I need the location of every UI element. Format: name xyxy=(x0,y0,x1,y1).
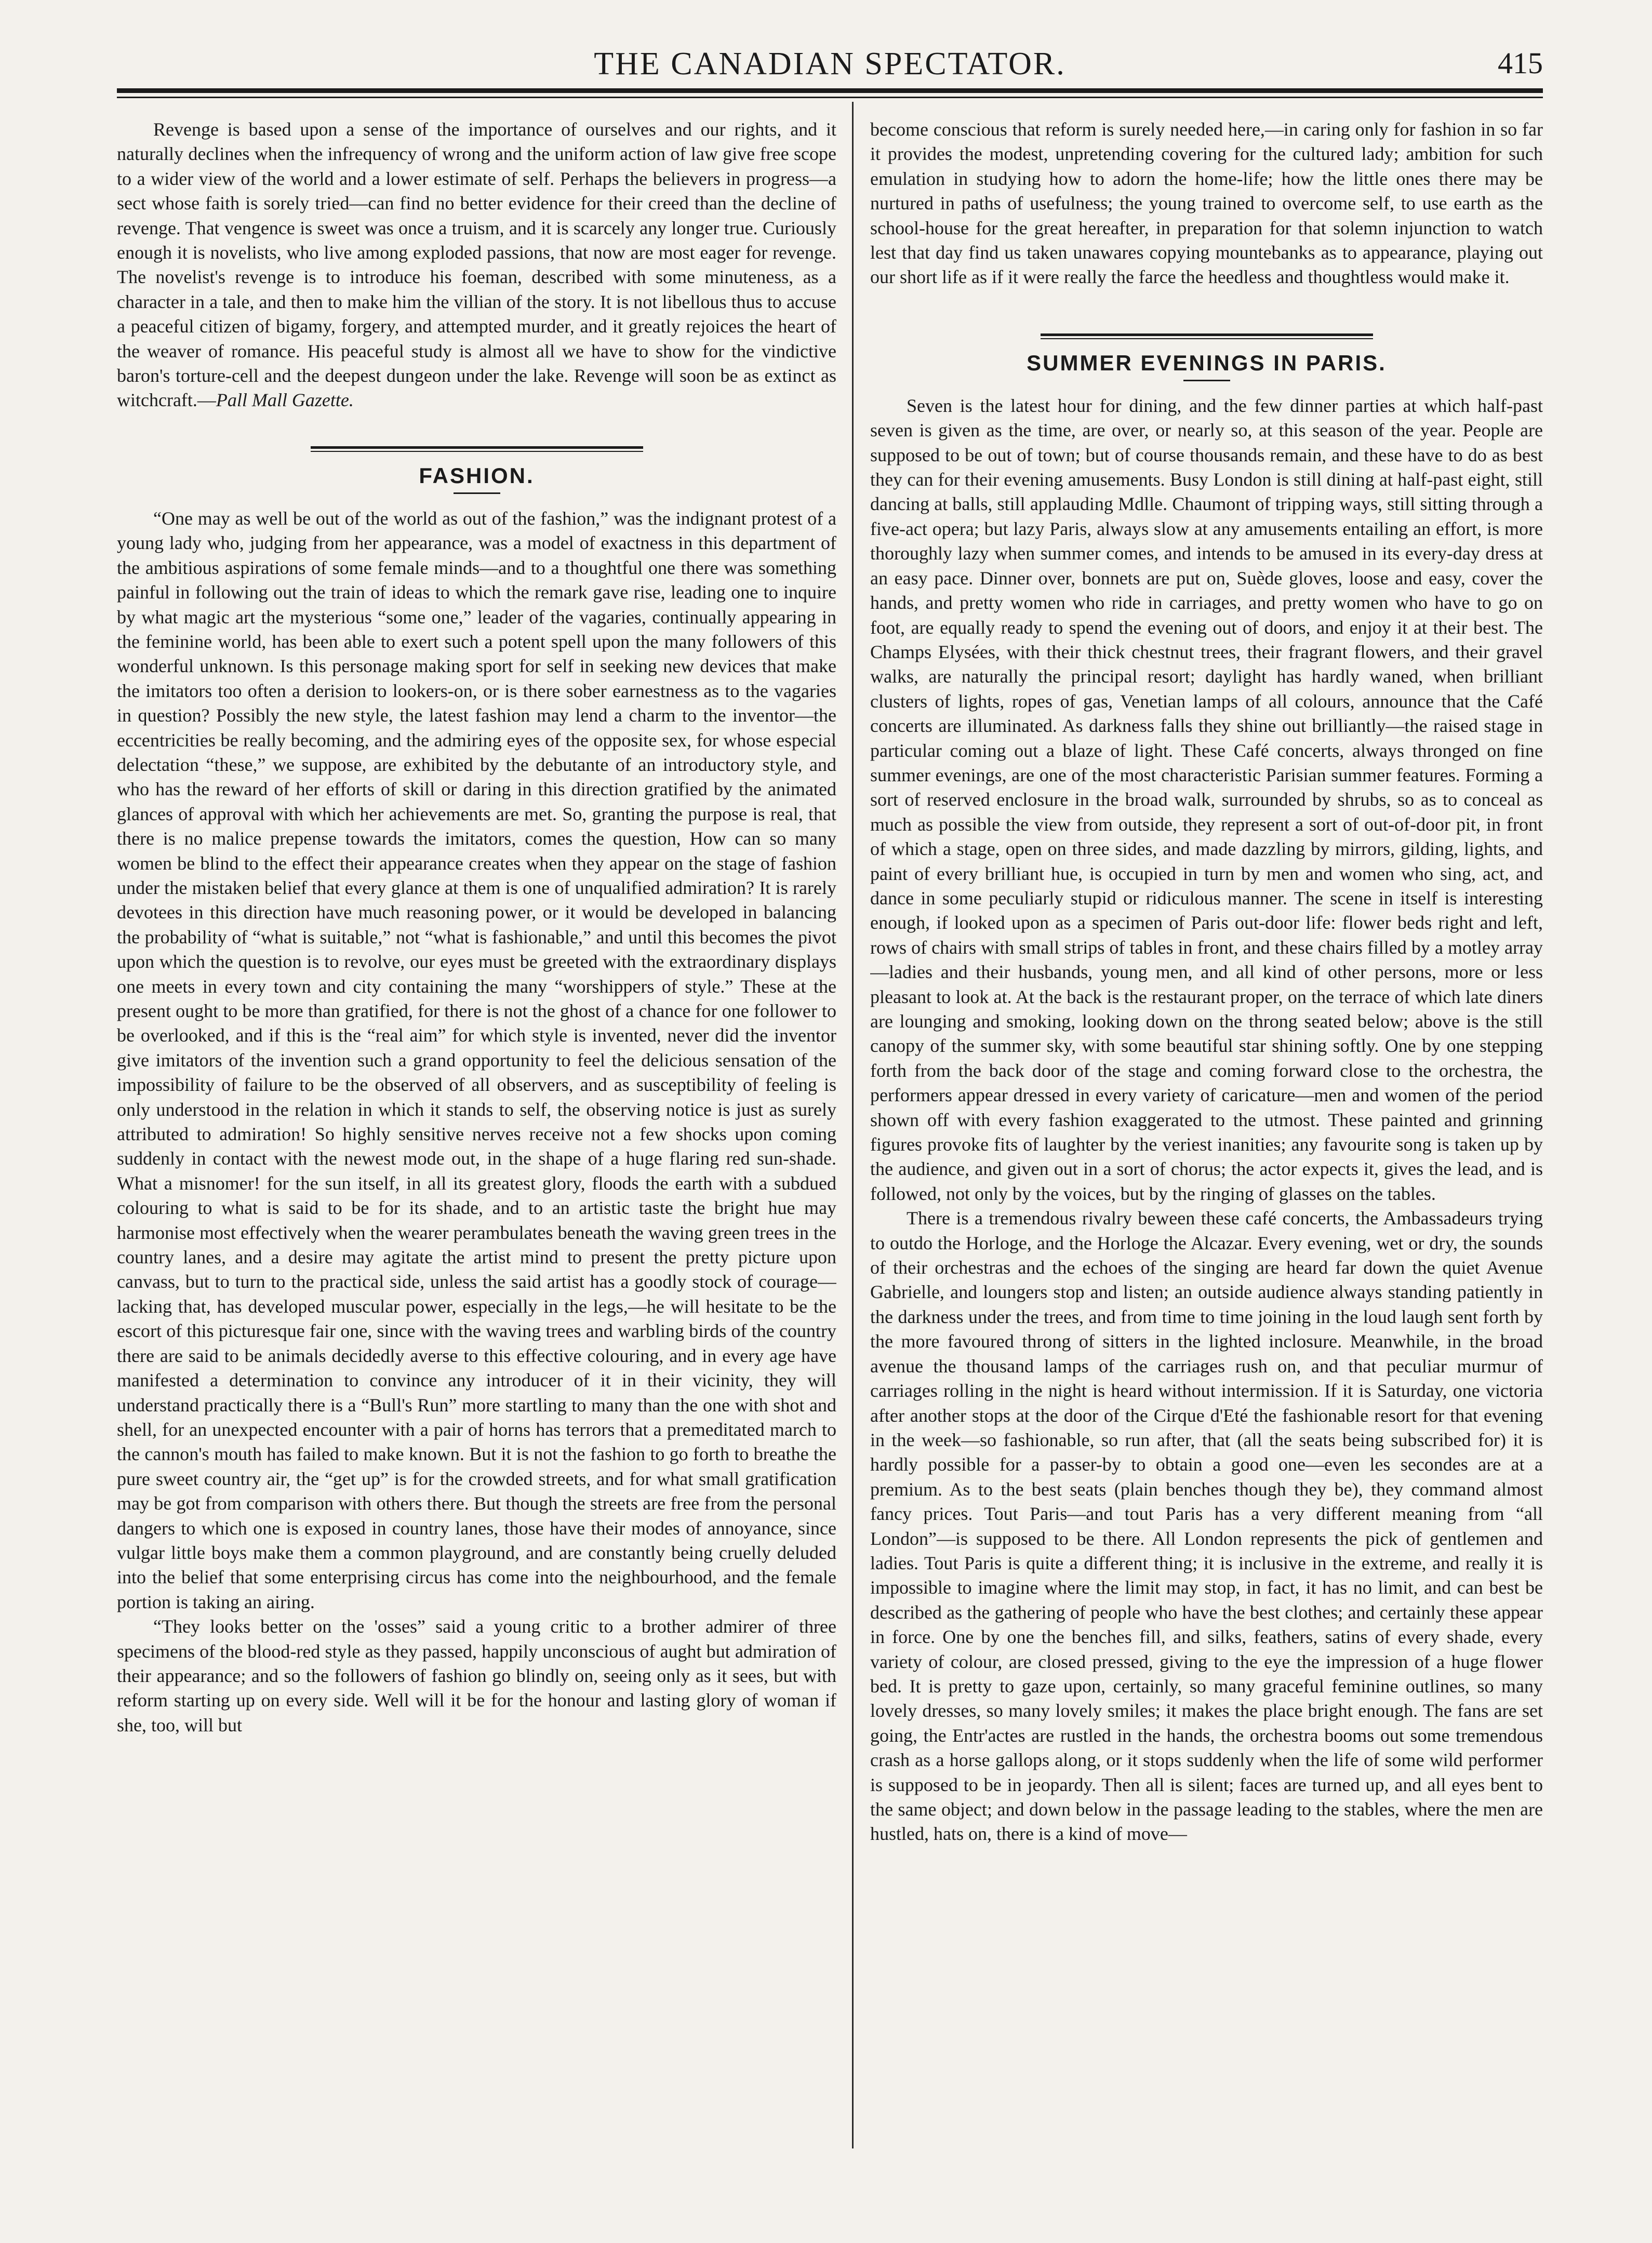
section-rule-thick xyxy=(1041,333,1373,336)
revenge-article-paragraph xyxy=(117,117,836,413)
spacer xyxy=(117,413,836,446)
paris-heading: SUMMER EVENINGS IN PARIS. xyxy=(1027,350,1387,375)
paris-heading-block xyxy=(870,333,1543,381)
fashion-heading-block xyxy=(117,446,836,494)
fashion-paragraph-1: “One may as well be out of the world as out of the fashion,” was the indignant protest of a young lady who, judging from her appearance, was a model of exactness in this department of the ambitious aspirations of some female minds—and to a thoughtful one there was something painful in following out the train of ideas to which the remark gave rise, leading one to inquire by what magic art the mysterious “some one,” leader of the vagaries, continually appearing in the feminine world, has been able to exert such a potent spell upon the many followers of this wonderful unknown. Is this personage making sport for self in seeking new devices that make the imitators too often a derision to lookers-on, or is there sober earnestness as to the vagaries in question? Possibly the new style, the latest fashion may lend a charm to the inventor—the eccentricities be really becoming, and the admiring eyes of the opposite sex, for whose especial delectation “these,” we suppose, are exhibited by the debutante of an introductory style, and who has the reward of her efforts of skill or daring in this direction gratified by the animated glances of approval with which her achievements are met. So, granting the purpose is real, that there is no malice prepense towards the imitators, comes the question, How can so many women be blind to the effect their appearance creates when they appear on the stage of fashion under the mistaken belief that every glance at them is one of unqualified admiration? It is rarely devotees in this direction have much reasoning power, or it would be developed in balancing the probability of “what is suitable,” not “what is fashionable,” and until this becomes the pivot upon which the question is to revolve, our eyes must be greeted with the extraordinary displays one meets in every town and city containing the many “worshippers of style.” These at the present ought to be more than gratified, for there is not the ghost of a chance for one follower to be overlooked, and if this is the “real aim” for which style is invented, never did the inventor give imitators of the invention such a grand opportunity to feel the delicious sensation of the impossibility of failure to be the observed of all observers, and as susceptibility of feeling is only understood in the relation in which it stands to self, the observing notice is just as surely attributed to admiration! So highly sensitive nerves receive not a few shocks upon coming suddenly in contact with the newest mode out, in the shape of a huge flaring red sun-shade. What a misnomer! for the sun itself, in all its greatest glory, floods the earth with a subdued colouring to what is said to be for its shade, and to an artistic taste the bright hue may harmonise most effectively when the wearer perambulates beneath the waving green trees in the country lanes, and a desire may agitate the artist mind to present the pretty picture upon canvass, but to turn to the practical side, unless the said artist has a goodly stock of courage—lacking that, has developed muscular power, especially in the legs,—he will hesitate to be the escort of this picturesque fair one, since with the waving trees and warbling birds of the country there are said to be animals decidedly averse to this effective colouring, and in every age have manifested a determination to convince any introducer of it in their vicinity, they will understand practically there is a “Bull's Run” more startling to many than the one with shot and shell, for an unexpected encounter with a pair of horns has terrors that a premeditated march to the cannon's mouth has failed to make known. But it is not the fashion to go forth to breathe the pure sweet country air, the “get up” is for the crowded streets, and for what small gratification may be got from comparison with others there. But though the streets are free from the personal dangers to which one is exposed in country lanes, those have their modes of annoyance, since vulgar little boys make them a common playground, and are constantly being cruelly deluded into the belief that some enterprising circus has come into the neighbourhood, and the female portion is taking an airing. xyxy=(117,508,836,1612)
masthead xyxy=(117,46,1543,87)
publication-title: THE CANADIAN SPECTATOR. xyxy=(594,46,1066,82)
spacer xyxy=(870,102,1543,117)
section-rule-thick xyxy=(311,446,643,449)
fashion-paragraph-2: “They looks better on the 'osses” said a young critic to a brother admirer of three specimens of the blood-red style as they passed, happily unconscious of aught but admiration of their appearance; and so the followers of fashion go blindly on, seeing only as it sees, but with reform starting up on every side. Well will it be for the honour and lasting glory of woman if she, too, will but xyxy=(117,1616,836,1735)
right-column xyxy=(870,102,1543,2148)
section-rule-thin xyxy=(311,451,643,452)
section-rule-thin xyxy=(1041,338,1373,339)
paris-paragraph-2: There is a tremendous rivalry beween these café concerts, the Ambassadeurs trying to outdo the Horloge, and the Horloge the Alcazar. Every evening, wet or dry, the sounds of their orchestras and the echoes of the singing are heard far down the quiet Avenue Gabrielle, and loungers stop and listen; an outside audience always standing patiently in the darkness under the trees, and from time to time joining in the loud laugh sent forth by the more favoured throng of sitters in the lighted inclosure. Meanwhile, in the broad avenue the thousand lamps of the carriages rush on, and that peculiar murmur of carriages rolling in the night is heard without intermission. If it is Saturday, one victoria after another stops at the door of the Cirque d'Eté the fashionable resort for that evening in the week—so fashionable, so run after, that (all the seats being subscribed for) it is hardly possible for a passer-by to obtain a good one—even les secondes are at a premium. As to the best seats (plain benches though they be), they command almost fancy prices. Tout Paris—and tout Paris has a very different meaning from “all London”—is supposed to be there. All London represents the pick of gentlemen and ladies. Tout Paris is quite a different thing; it is inclusive in the extreme, and really it is impossible to imagine where the limit may stop, in fact, it has no limit, and can best be described as the gathering of people who have the best clothes; and certainly these appear in force. One by one the benches fill, and silks, feathers, satins of every shade, every variety of colour, are closed pressed, giving to the eye the impression of a huge flower bed. It is pretty to gaze upon, certainly, so many graceful feminine outlines, so many lovely dresses, so many lovely smiles; it makes the place bright enough. The fans are set going, the Entr'actes are rustled in the hands, the orchestra booms out some tremendous crash as a horse gallops along, or it stops suddenly when the life of some wild performer is supposed to be in jeopardy. Then all is silent; faces are turned up, and all eyes bent to the same object; and down below in the passage leading to the stables, where the men are hustled, hats on, there is a kind of move— xyxy=(870,1208,1543,1845)
spacer xyxy=(870,290,1543,333)
revenge-text: Revenge is based upon a sense of the importance of ourselves and our rights, and it naturally declines when the infrequency of wrong and the uniform action of law give free scope to a wider view of the world and a lower estimate of self. Perhaps the believers in progress—a sect whose faith is sorely tried—can find no better evidence for their creed than the decline of revenge. That vengence is sweet was once a truism, and it is scarcely any longer true. Curiously enough it is novelists, who live among exploded passions, that now are most eager for revenge. The novelist's revenge is to introduce his foeman, described with some minuteness, as a character in a tale, and then to make him the villian of the story. It is not libellous thus to accuse a peaceful citizen of bigamy, forgery, and attempted murder, and it greatly rejoices the heart of the weaver of romance. His peaceful study is almost all we have to show for the vindictive baron's torture-cell and the deepest dungeon under the lake. Revenge will soon be as extinct as witchcraft.— xyxy=(117,119,836,411)
spacer xyxy=(117,102,836,117)
revenge-attribution: Pall Mall Gazette. xyxy=(216,390,354,411)
page-number: 415 xyxy=(1498,46,1543,80)
heading-short-rule xyxy=(1183,380,1230,381)
heading-short-rule xyxy=(454,492,500,494)
paris-paragraph-1: Seven is the latest hour for dining, and the few dinner parties at which half-past seven is given as the time, are over, or nearly so, at this season of the year. People are supposed to be out of town; but of course thousands remain, and these have to do as best they can for their evening amusements. Busy London is still dining at half-past eight, still dancing at balls, still applauding Mdlle. Chaumont of tripping ways, still sitting through a five-act opera; but lazy Paris, always slow at any amusements entailing an effort, is more thoroughly lazy when summer comes, and intends to be amused in its every-day dress at an easy pace. Dinner over, bonnets are put on, Suède gloves, loose and easy, cover the hands, and pretty women who ride in carriages, and pretty women who have to go on foot, are equally ready to spend the evening out of doors, and enjoy it at their best. The Champs Elysées, with their thick chestnut trees, their fragrant flowers, and their gravel walks, are naturally the principal resort; daylight has hardly waned, when brilliant clusters of lights, ropes of gas, Venetian lamps of all colours, announce that the Café concerts are illuminated. As darkness falls they shine out brilliantly—the raised stage in particular coming out a blaze of light. These Café concerts, always thronged on fine summer evenings, are one of the most characteristic Parisian summer features. Forming a sort of reserved enclosure in the broad walk, surrounded by shrubs, so as to conceal as much as possible the view from outside, they represent a sort of out-of-door pit, in front of which a stage, open on three sides, and made dazzling by mirrors, gilding, lights, and paint of every brilliant hue, is occupied in turn by men and women who sing, act, and dance in some peculiarly stupid or ridiculous manner. The scene in itself is interesting enough, if looked upon as a specimen of Paris out-door life: flower beds right and left, rows of chairs with small strips of tables in front, and these chairs filled by a motley array—ladies and their husbands, young men, and all kind of other persons, more or less pleasant to look at. At the back is the restaurant proper, on the terrace of which late diners are lounging and smoking, looking down on the throng seated below; above is the still canopy of the summer sky, with some beautiful star shining softly. One by one stepping forth from the back door of the stage and coming forward close to the orchestra, the performers appear dressed in every variety of caricature—men and women of the period shown off with every fashion exaggerated to the utmost. These painted and grinning figures provoke fits of laughter by the veriest inanities; any favourite song is taken up by the audience, and given out in a sort of chorus; the actor expects it, gives the lead, and is followed, not only by the voices, but by the ringing of glasses on the tables. xyxy=(870,395,1543,1204)
fashion-continued-paragraph: become conscious that reform is surely needed here,—in caring only for fashion in so far it provides the modest, unpretending covering for the cultured lady; ambition for such emulation in studying how to adorn the home-life; how the little ones there may be nurtured in paths of usefulness; the young trained to overcome self, to use earth as the school-house for the great hereafter, in preparation for that solemn injunction to watch lest that day find us taken unawares copying mountebanks as to appearance, playing out our short life as if it were really the farce the heedless and thoughtless would make it. xyxy=(870,119,1543,288)
column-divider xyxy=(852,102,854,2148)
fashion-heading: FASHION. xyxy=(419,463,535,488)
header-rule-thick xyxy=(117,88,1543,93)
left-column xyxy=(117,102,836,2148)
header-rule-thin xyxy=(117,97,1543,98)
